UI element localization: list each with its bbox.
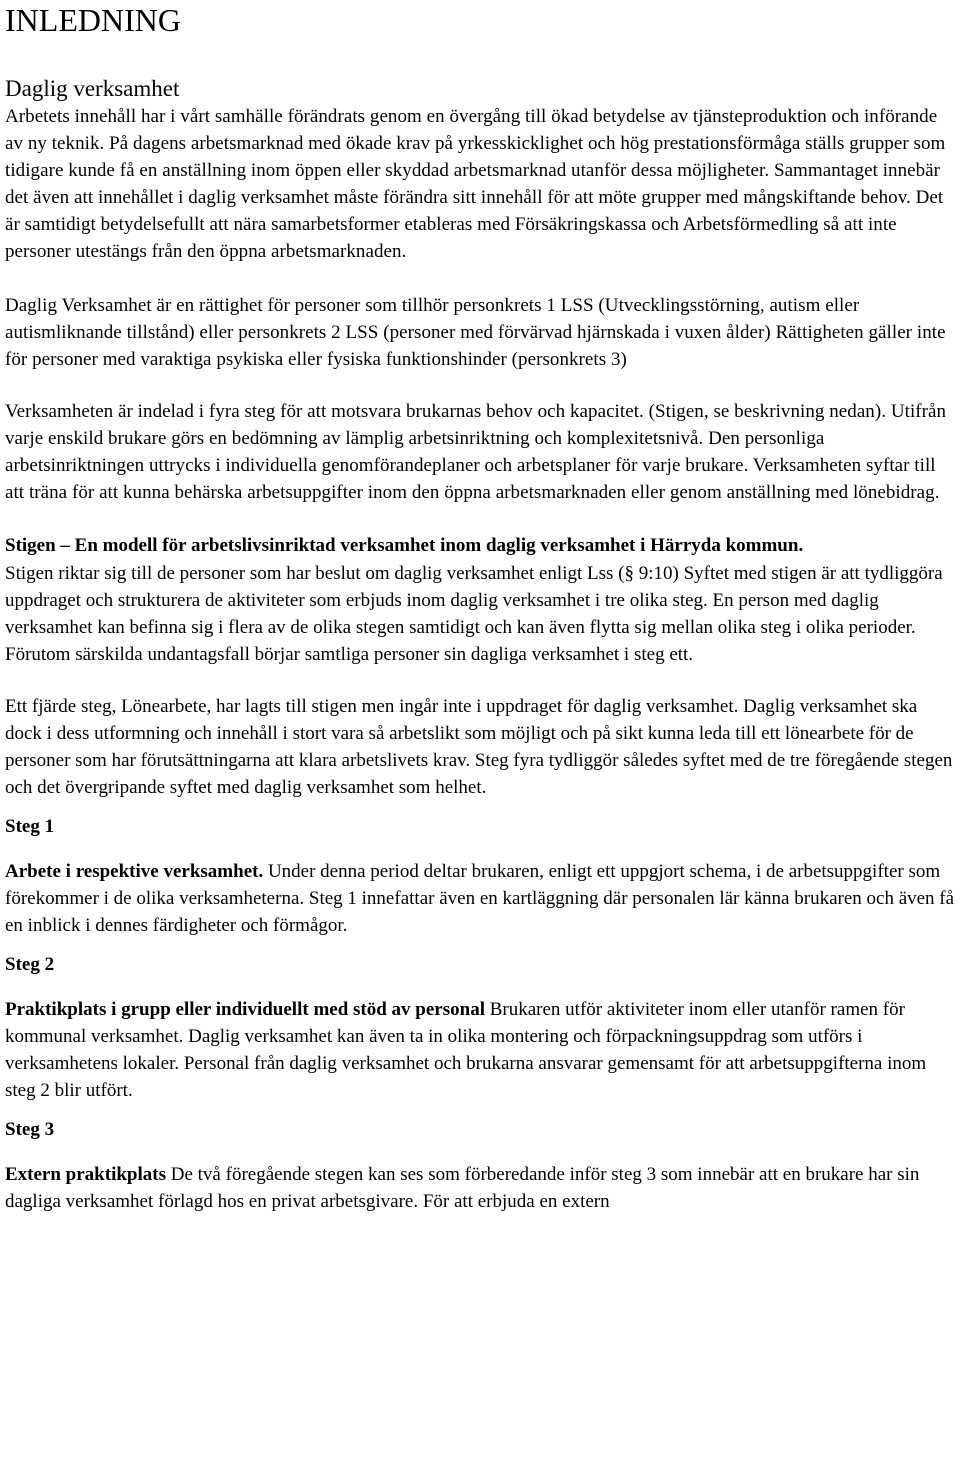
step-lead: Praktikplats i grupp eller individuellt med stöd av personal <box>5 999 485 1020</box>
stigen-heading: Stigen – En modell för arbetslivsinriktad verksamhet inom daglig verksamhet i Härryda kommun. <box>5 535 804 556</box>
step-3 <box>5 1116 957 1215</box>
step-title: Steg 3 <box>5 1119 55 1140</box>
document-page <box>5 0 957 1215</box>
paragraph-fourth-step: Ett fjärde steg, Lönearbete, har lagts till stigen men ingår inte i uppdraget för daglig verksamhet. Daglig verksamhet ska dock i dess utformning och innehåll i stort vara så arbetslikt som möjligt och på sikt kunna leda till ett lönearbete för de personer som har förutsättningarna att klara arbetslivets krav. Steg fyra tydliggör således syftet med de tre föregående stegen och det övergripande syftet med daglig verksamhet som helhet. <box>5 696 953 798</box>
step-description <box>5 1161 957 1215</box>
step-lead: Arbete i respektive verksamhet. <box>5 861 264 882</box>
step-title: Steg 2 <box>5 954 55 975</box>
step-description <box>5 858 957 939</box>
section-heading-daglig-verksamhet: Daglig verksamhet <box>5 76 180 101</box>
step-title: Steg 1 <box>5 816 55 837</box>
step-2 <box>5 951 957 1104</box>
step-text: De två föregående stegen kan ses som förberedande inför steg 3 som innebär att en brukare har sin dagliga verksamhet förlagd hos en privat arbetsgivare. För att erbjuda en extern <box>5 1164 920 1212</box>
paragraph-structure: Verksamheten är indelad i fyra steg för att motsvara brukarnas behov och kapacitet. (Stigen, se beskrivning nedan). Utifrån varje enskild brukare görs en bedömning av lämplig arbetsinriktning och komplexitetsnivå. Den personliga arbetsinriktningen uttrycks i individuella genomförandeplaner och arbetsplaner för varje brukare. Verksamheten syftar till att träna för att kunna behärska arbetsuppgifter inom den öppna arbetsmarknaden eller genom anställning med lönebidrag. <box>5 401 947 503</box>
paragraph-intro: Arbetets innehåll har i vårt samhälle förändrats genom en övergång till ökad betydelse av tjänsteproduktion och införande av ny teknik. På dagens arbetsmarknad med ökade krav på yrkesskicklighet och hög prestationsförmåga ställs grupper som tidigare kunde få en anställning inom öppen eller skyddad arbetsmarknad utanför dessa möjligheter. Sammantaget innebär det även att innehållet i daglig verksamhet måste förändra sitt innehåll för att möte grupper med mångskiftande behov. Det är samtidigt betydelsefullt att nära samarbetsformer etableras med Försäkringskassa och Arbetsförmedling så att inte personer utestängs från den öppna arbetsmarknaden. <box>5 106 946 262</box>
paragraph-rights: Daglig Verksamhet är en rättighet för personer som tillhör personkrets 1 LSS (Utvecklingsstörning, autism eller autismliknande tillstånd) eller personkrets 2 LSS (personer med förvärvad hjärnskada i vuxen ålder) Rättigheten gäller inte för personer med varaktiga psykiska eller fysiska funktionshinder (personkrets 3) <box>5 295 946 370</box>
step-lead: Extern praktikplats <box>5 1164 166 1185</box>
step-text: Under denna period deltar brukaren, enligt ett uppgjort schema, i de arbetsuppgifter som förekommer i de olika verksamheterna. Steg 1 innefattar även en kartläggning där personalen lär känna brukaren och även få en inblick i dennes färdigheter och förmågor. <box>5 861 955 936</box>
page-title: INLEDNING <box>5 2 181 38</box>
step-1 <box>5 813 957 939</box>
step-text: Brukaren utför aktiviteter inom eller utanför ramen för kommunal verksamhet. Daglig verksamhet kan även ta in olika montering och förpackningsuppdrag som utförs i verksamhetens lokaler. Personal från daglig verksamhet och brukarna ansvarar gemensamt för att arbetsuppgifterna inom steg 2 blir utfört. <box>5 999 927 1101</box>
paragraph-stigen-purpose: Stigen riktar sig till de personer som har beslut om daglig verksamhet enligt Lss (§ 9:10) Syftet med stigen är att tydliggöra uppdraget och strukturera de aktiviteter som erbjuds inom daglig verksamhet i tre olika steg. En person med daglig verksamhet kan befinna sig i flera av de olika stegen samtidigt och kan även flytta sig mellan olika steg i olika perioder. Förutom särskilda undantagsfall börjar samtliga personer sin dagliga verksamhet i steg ett. <box>5 563 943 665</box>
step-description <box>5 996 957 1104</box>
